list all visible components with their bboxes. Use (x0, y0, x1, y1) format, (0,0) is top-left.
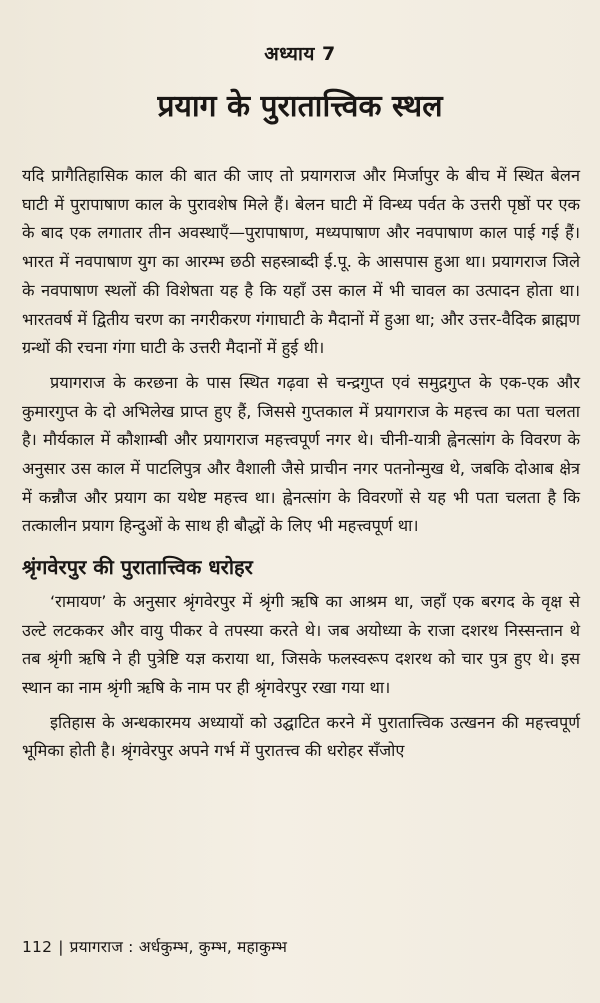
page-number: 112 (22, 938, 53, 956)
paragraph-1: यदि प्रागैतिहासिक काल की बात की जाए तो प्रयागराज और मिर्जापुर के बीच में स्थित बेलन घाटी में पुरापाषाण काल के पुरावशेष मिले हैं। बेलन घाटी में विन्ध्य पर्वत के उत्तरी पृष्ठों पर एक के बाद एक लगातार तीन अवस्थाएँ—पुरापाषाण, मध्यपाषाण और नवपाषाण काल पाई गई हैं। भारत में नवपाषाण युग का आरम्भ छठी सहस्त्राब्दी ई.पू. के आसपास हुआ था। प्रयागराज जिले के नवपाषाण स्थलों की विशेषता यह है कि यहाँ उस काल में भी चावल का उत्पादन होता था। भारतवर्ष में द्वितीय चरण का नगरीकरण गंगाघाटी के मैदानों में हुआ था; और उत्तर-वैदिक ब्राह्मण ग्रन्थों की रचना गंगा घाटी के उत्तरी मैदानों में हुई थी। (22, 166, 580, 358)
section-heading: श्रृंगवेरपुर की पुरातात्त्विक धरोहर (22, 555, 253, 580)
chapter-title: प्रयाग के पुरातात्त्विक स्थल (157, 89, 443, 124)
body-text (22, 162, 580, 766)
section-paragraph-1: ‘रामायण’ के अनुसार श्रृंगवेरपुर में श्रृंगी ऋषि का आश्रम था, जहाँ एक बरगद के वृक्ष से उल्टे लटककर और वायु पीकर वे तपस्या करते थे। जब अयोध्या के राजा दशरथ निस्सन्तान थे तब श्रृंगी ऋषि ने ही पुत्रेष्टि यज्ञ कराया था, जिसके फलस्वरूप दशरथ को चार पुत्र हुए थे। इस स्थान का नाम श्रृंगी ऋषि के नाम पर ही श्रृंगवेरपुर रखा गया था। (22, 591, 580, 697)
chapter-label: अध्याय 7 (264, 43, 336, 65)
running-book-title: प्रयागराज : अर्धकुम्भ, कुम्भ, महाकुम्भ (69, 938, 288, 956)
footer-separator: | (58, 938, 64, 956)
paragraph-2: प्रयागराज के करछना के पास स्थित गढ़वा से चन्द्रगुप्त एवं समुद्रगुप्त के एक-एक और कुमारगुप्त के दो अभिलेख प्राप्त हुए हैं, जिससे गुप्तकाल में प्रयागराज के महत्त्व का पता चलता है। मौर्यकाल में कौशाम्बी और प्रयागराज महत्त्वपूर्ण नगर थे। चीनी-यात्री ह्वेनत्सांग के विवरण के अनुसार उस काल में पाटलिपुत्र और वैशाली जैसे प्राचीन नगर पतनोन्मुख थे, जबकि दोआब क्षेत्र में कन्नौज और प्रयाग का यथेष्ट महत्त्व था। ह्वेनत्सांग के विवरणों से यह भी पता चलता है कि तत्कालीन प्रयाग हिन्दुओं के साथ ही बौद्धों के लिए भी महत्त्वपूर्ण था। (22, 372, 580, 536)
section-paragraph-2: इतिहास के अन्धकारमय अध्यायों को उद्घाटित करने में पुरातात्त्विक उत्खनन की महत्त्वपूर्ण भूमिका होती है। श्रृंगवेरपुर अपने गर्भ में पुरातत्त्व की धरोहर सँजोए (22, 712, 580, 761)
page-footer (22, 935, 287, 957)
